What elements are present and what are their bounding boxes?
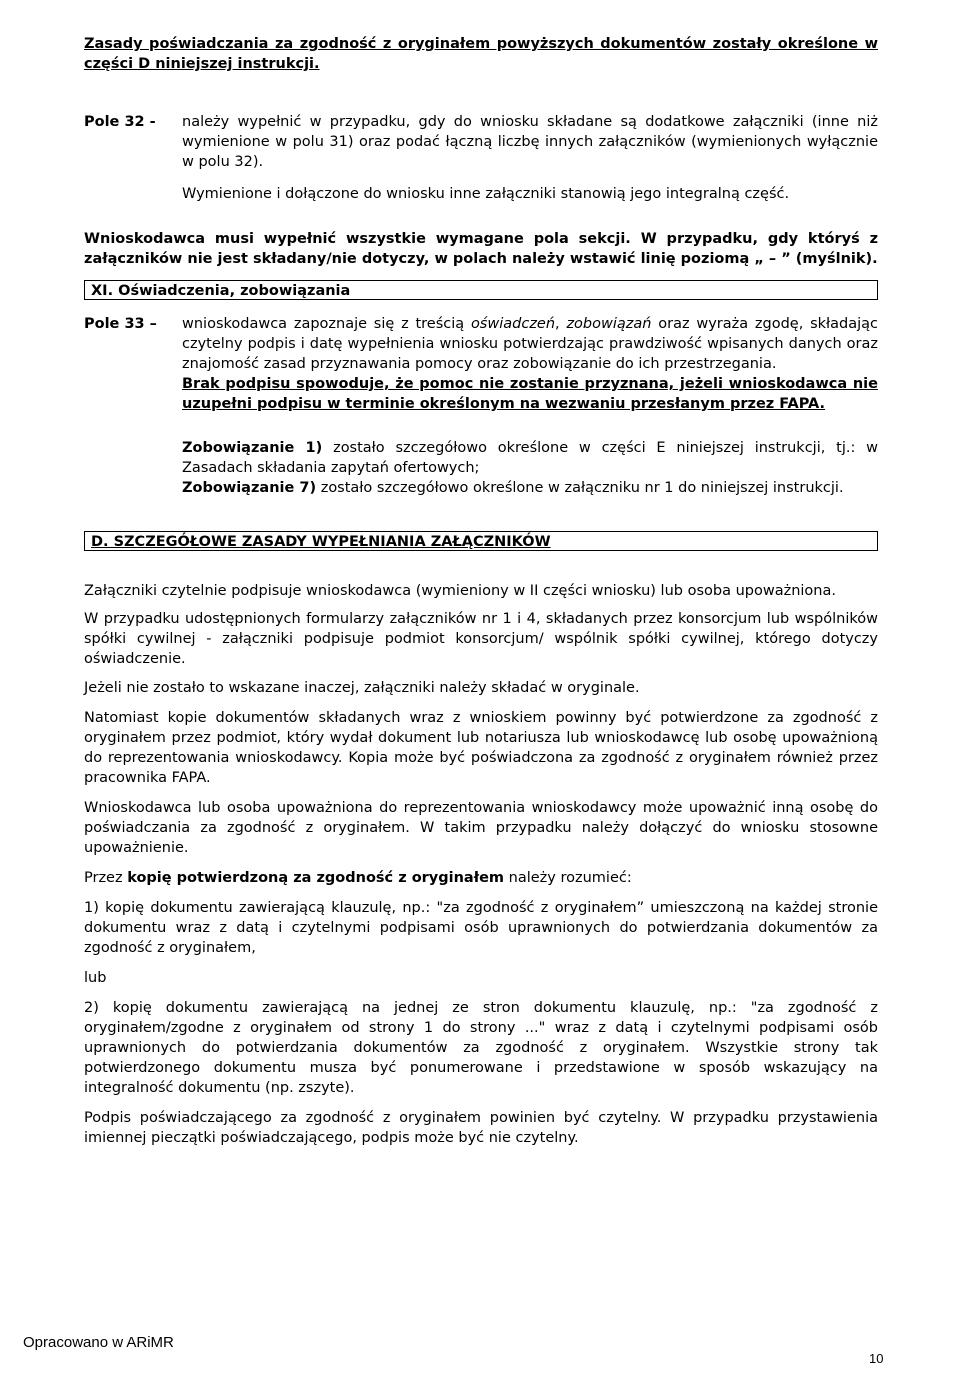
section-xi-heading: XI. Oświadczenia, zobowiązania — [84, 280, 878, 300]
body-paragraph-1: Załączniki czytelnie podpisuje wnioskodawca (wymieniony w II części wniosku) lub osoba upoważniona. — [84, 583, 836, 599]
pole-33-text — [182, 314, 878, 374]
zobowiazanie-1-text: zostało szczegółowo określone w części E niniejszej instrukcji, tj.: w Zasadach składania zapytań ofertowych; — [182, 440, 878, 476]
zobowiazanie-7-text: zostało szczegółowo określone w załączniku nr 1 do niniejszej instrukcji. — [316, 480, 844, 496]
page-number: 10 — [869, 1351, 884, 1366]
zobowiazanie-1-label: Zobowiązanie 1) — [182, 440, 323, 456]
pole-33-body — [182, 314, 878, 498]
body-paragraph-3: Jeżeli nie zostało to wskazane inaczej, załączniki należy składać w oryginale. — [84, 680, 640, 696]
body-paragraph-9: 2) kopię dokumentu zawierającą na jednej ze stron dokumentu klauzulę, np.: "za zgodność z oryginałem/zgodne z oryginałem od strony 1 do strony ..." wraz z datą i czytelnymi podpisami osób uprawnionych do potwierdzania dokumentów za zgodność z oryginałem. Wszystkie strony tak potwierdzonego dokumentu musza być ponumerowane i przedstawione w sposób wskazujący na integralność dokumentu (np. zszyte). — [84, 1000, 878, 1096]
warning-part2: W przypadku, gdy któryś z załączników nie jest składany/nie dotyczy, w polach należy wstawić linię poziomą „ – ” (myślnik). — [84, 231, 879, 267]
body-paragraph-6-a: Przez — [84, 870, 128, 886]
body-paragraph-7: 1) kopię dokumentu zawierającą klauzulę, np.: "za zgodność z oryginałem” umieszczoną na każdej stronie dokumentu wraz z datą i czytelnymi podpisami osób uprawnionych do potwierdzania dokumentów za zgodność z oryginałem, — [84, 900, 878, 956]
pole-32-field — [84, 112, 878, 204]
body-paragraph-5: Wnioskodawca lub osoba upoważniona do reprezentowania wnioskodawcy może upoważnić inną osobę do poświadczania za zgodność z oryginałem. W takim przypadku należy dołączyć do wniosku stosowne upoważnienie. — [84, 800, 878, 856]
body-paragraph-2: W przypadku udostępnionych formularzy załączników nr 1 i 4, składanych przez konsorcjum lub wspólników spółki cywilnej - załączniki podpisuje podmiot konsorcjum/ wspólnik spółki cywilnej, którego dotyczy oświadczenie. — [84, 611, 878, 667]
pole-32-text: należy wypełnić w przypadku, gdy do wniosku składane są dodatkowe załączniki (inne niż wymienione w polu 31) oraz podać łączną liczbę innych załączników (wymienionych wyłącznie w polu 32). — [182, 114, 878, 170]
pole-32-body — [182, 112, 878, 204]
pole-32-note: Wymienione i dołączone do wniosku inne załączniki stanowią jego integralną część. — [182, 186, 790, 202]
section-d-heading: D. SZCZEGÓŁOWE ZASADY WYPEŁNIANIA ZAŁĄCZNIKÓW — [84, 531, 878, 551]
zobowiazanie-7-label: Zobowiązanie 7) — [182, 480, 317, 496]
intro-paragraph: Zasady poświadczania za zgodność z oryginałem powyższych dokumentów zostały określone w części D niniejszej instrukcji. — [84, 36, 878, 72]
pole-33-zobowiazan: zobowiązań — [566, 316, 652, 332]
pole-32-label: Pole 32 - — [84, 114, 156, 130]
body-paragraph-10: Podpis poświadczającego za zgodność z oryginałem powinien być czytelny. W przypadku przystawienia imiennej pieczątki poświadczającego, podpis może być nie czytelny. — [84, 1110, 878, 1146]
body-paragraph-8: lub — [84, 970, 107, 986]
pole-33-field — [84, 314, 878, 498]
pole-33-oswiadczen: oświadczeń — [470, 316, 556, 332]
pole-33-text-1: wnioskodawca zapoznaje się z treścią — [182, 316, 471, 332]
body-paragraph-6-bold: kopię potwierdzoną za zgodność z oryginałem — [127, 870, 505, 886]
warning-paragraph — [84, 229, 878, 269]
pole-33-warning: Brak podpisu spowoduje, że pomoc nie zostanie przyznana, jeżeli wnioskodawca nie uzupełni podpisu w terminie określonym na wezwaniu przesłanym przez FAPA. — [182, 376, 878, 412]
warning-part1: Wnioskodawca musi wypełnić wszystkie wymagane pola sekcji. — [84, 231, 631, 247]
zobowiazanie-1-paragraph — [182, 438, 878, 478]
body-paragraph-6 — [84, 868, 878, 888]
body-paragraph-6-c: należy rozumieć: — [504, 870, 632, 886]
document-page — [84, 34, 878, 1148]
footer-left-text: Opracowano w ARiMR — [23, 1334, 174, 1351]
pole-33-text-3: , — [555, 316, 567, 332]
body-paragraph-4: Natomiast kopie dokumentów składanych wraz z wnioskiem powinny być potwierdzone za zgodność z oryginałem przez podmiot, który wydał dokument lub notariusza lub wnioskodawcę lub osobę upoważnioną do reprezentowania wnioskodawcy. Kopia może być poświadczona za zgodność z oryginałem również przez pracownika FAPA. — [84, 710, 878, 786]
zobowiazanie-7-paragraph — [182, 478, 878, 498]
pole-33-label: Pole 33 – — [84, 316, 157, 332]
pole-33-text-5: oraz wyraża zgodę, składając czytelny podpis i datę wypełnienia wniosku potwierdzając prawdziwość wpisanych danych oraz znajomość zasad przyznawania pomocy oraz zobowiązanie do ich przestrzegania. — [182, 316, 879, 372]
